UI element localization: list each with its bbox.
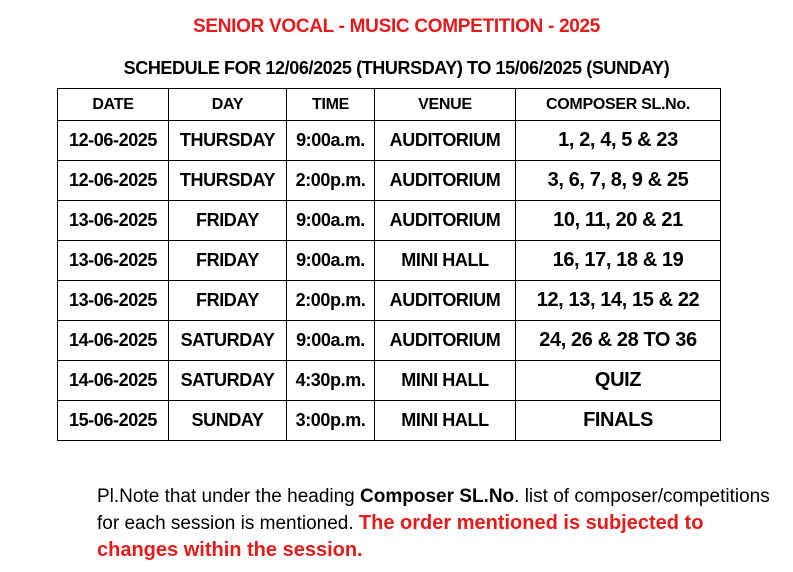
composer-cell: 10, 11, 20 & 21: [516, 201, 721, 241]
header-date: DATE: [58, 89, 169, 121]
table-row: [58, 361, 721, 401]
day-cell: SATURDAY: [169, 321, 287, 361]
date-cell: 13-06-2025: [58, 241, 169, 281]
header-composer-sl-no: COMPOSER SL.No.: [516, 89, 721, 121]
day-cell: FRIDAY: [169, 201, 287, 241]
time-cell: 4:30p.m.: [287, 361, 375, 401]
date-cell: 14-06-2025: [58, 321, 169, 361]
date-cell: 13-06-2025: [58, 281, 169, 321]
day-cell: FRIDAY: [169, 281, 287, 321]
date-cell: 12-06-2025: [58, 121, 169, 161]
venue-cell: AUDITORIUM: [375, 121, 516, 161]
header-venue: VENUE: [375, 89, 516, 121]
time-cell: 2:00p.m.: [287, 281, 375, 321]
date-cell: 12-06-2025: [58, 161, 169, 201]
time-cell: 2:00p.m.: [287, 161, 375, 201]
note-text-2: . list of composer/competitions for each session is mentioned.: [97, 486, 770, 534]
table-header-row: [58, 89, 721, 121]
note-bold-heading: Composer SL.No: [360, 486, 515, 507]
document-title: SENIOR VOCAL - MUSIC COMPETITION - 2025: [192, 16, 601, 37]
composer-cell: FINALS: [516, 401, 721, 441]
table-body: [58, 121, 721, 441]
time-cell: 9:00a.m.: [287, 321, 375, 361]
schedule-table: [57, 88, 721, 441]
date-cell: 15-06-2025: [58, 401, 169, 441]
day-cell: FRIDAY: [169, 241, 287, 281]
time-cell: 3:00p.m.: [287, 401, 375, 441]
table-row: [58, 401, 721, 441]
time-cell: 9:00a.m.: [287, 121, 375, 161]
note-paragraph: [97, 484, 777, 564]
schedule-subtitle: SCHEDULE FOR 12/06/2025 (THURSDAY) TO 15/06/2025 (SUNDAY): [123, 58, 670, 78]
date-cell: 13-06-2025: [58, 201, 169, 241]
composer-cell: 12, 13, 14, 15 & 22: [516, 281, 721, 321]
venue-cell: MINI HALL: [375, 361, 516, 401]
day-cell: THURSDAY: [169, 161, 287, 201]
composer-cell: 16, 17, 18 & 19: [516, 241, 721, 281]
composer-cell: QUIZ: [516, 361, 721, 401]
venue-cell: AUDITORIUM: [375, 281, 516, 321]
time-cell: 9:00a.m.: [287, 201, 375, 241]
day-cell: SUNDAY: [169, 401, 287, 441]
table-row: [58, 201, 721, 241]
note-emphasis: The order mentioned is subjected to changes within the session.: [97, 512, 704, 561]
day-cell: THURSDAY: [169, 121, 287, 161]
time-cell: 9:00a.m.: [287, 241, 375, 281]
table-row: [58, 241, 721, 281]
header-day: DAY: [169, 89, 287, 121]
table-row: [58, 321, 721, 361]
table-row: [58, 121, 721, 161]
venue-cell: AUDITORIUM: [375, 161, 516, 201]
composer-cell: 1, 2, 4, 5 & 23: [516, 121, 721, 161]
date-cell: 14-06-2025: [58, 361, 169, 401]
composer-cell: 24, 26 & 28 TO 36: [516, 321, 721, 361]
table-row: [58, 281, 721, 321]
venue-cell: MINI HALL: [375, 241, 516, 281]
day-cell: SATURDAY: [169, 361, 287, 401]
composer-cell: 3, 6, 7, 8, 9 & 25: [516, 161, 721, 201]
venue-cell: AUDITORIUM: [375, 321, 516, 361]
note-text-1: Pl.Note that under the heading: [97, 486, 361, 507]
venue-cell: AUDITORIUM: [375, 201, 516, 241]
venue-cell: MINI HALL: [375, 401, 516, 441]
header-time: TIME: [287, 89, 375, 121]
table-row: [58, 161, 721, 201]
